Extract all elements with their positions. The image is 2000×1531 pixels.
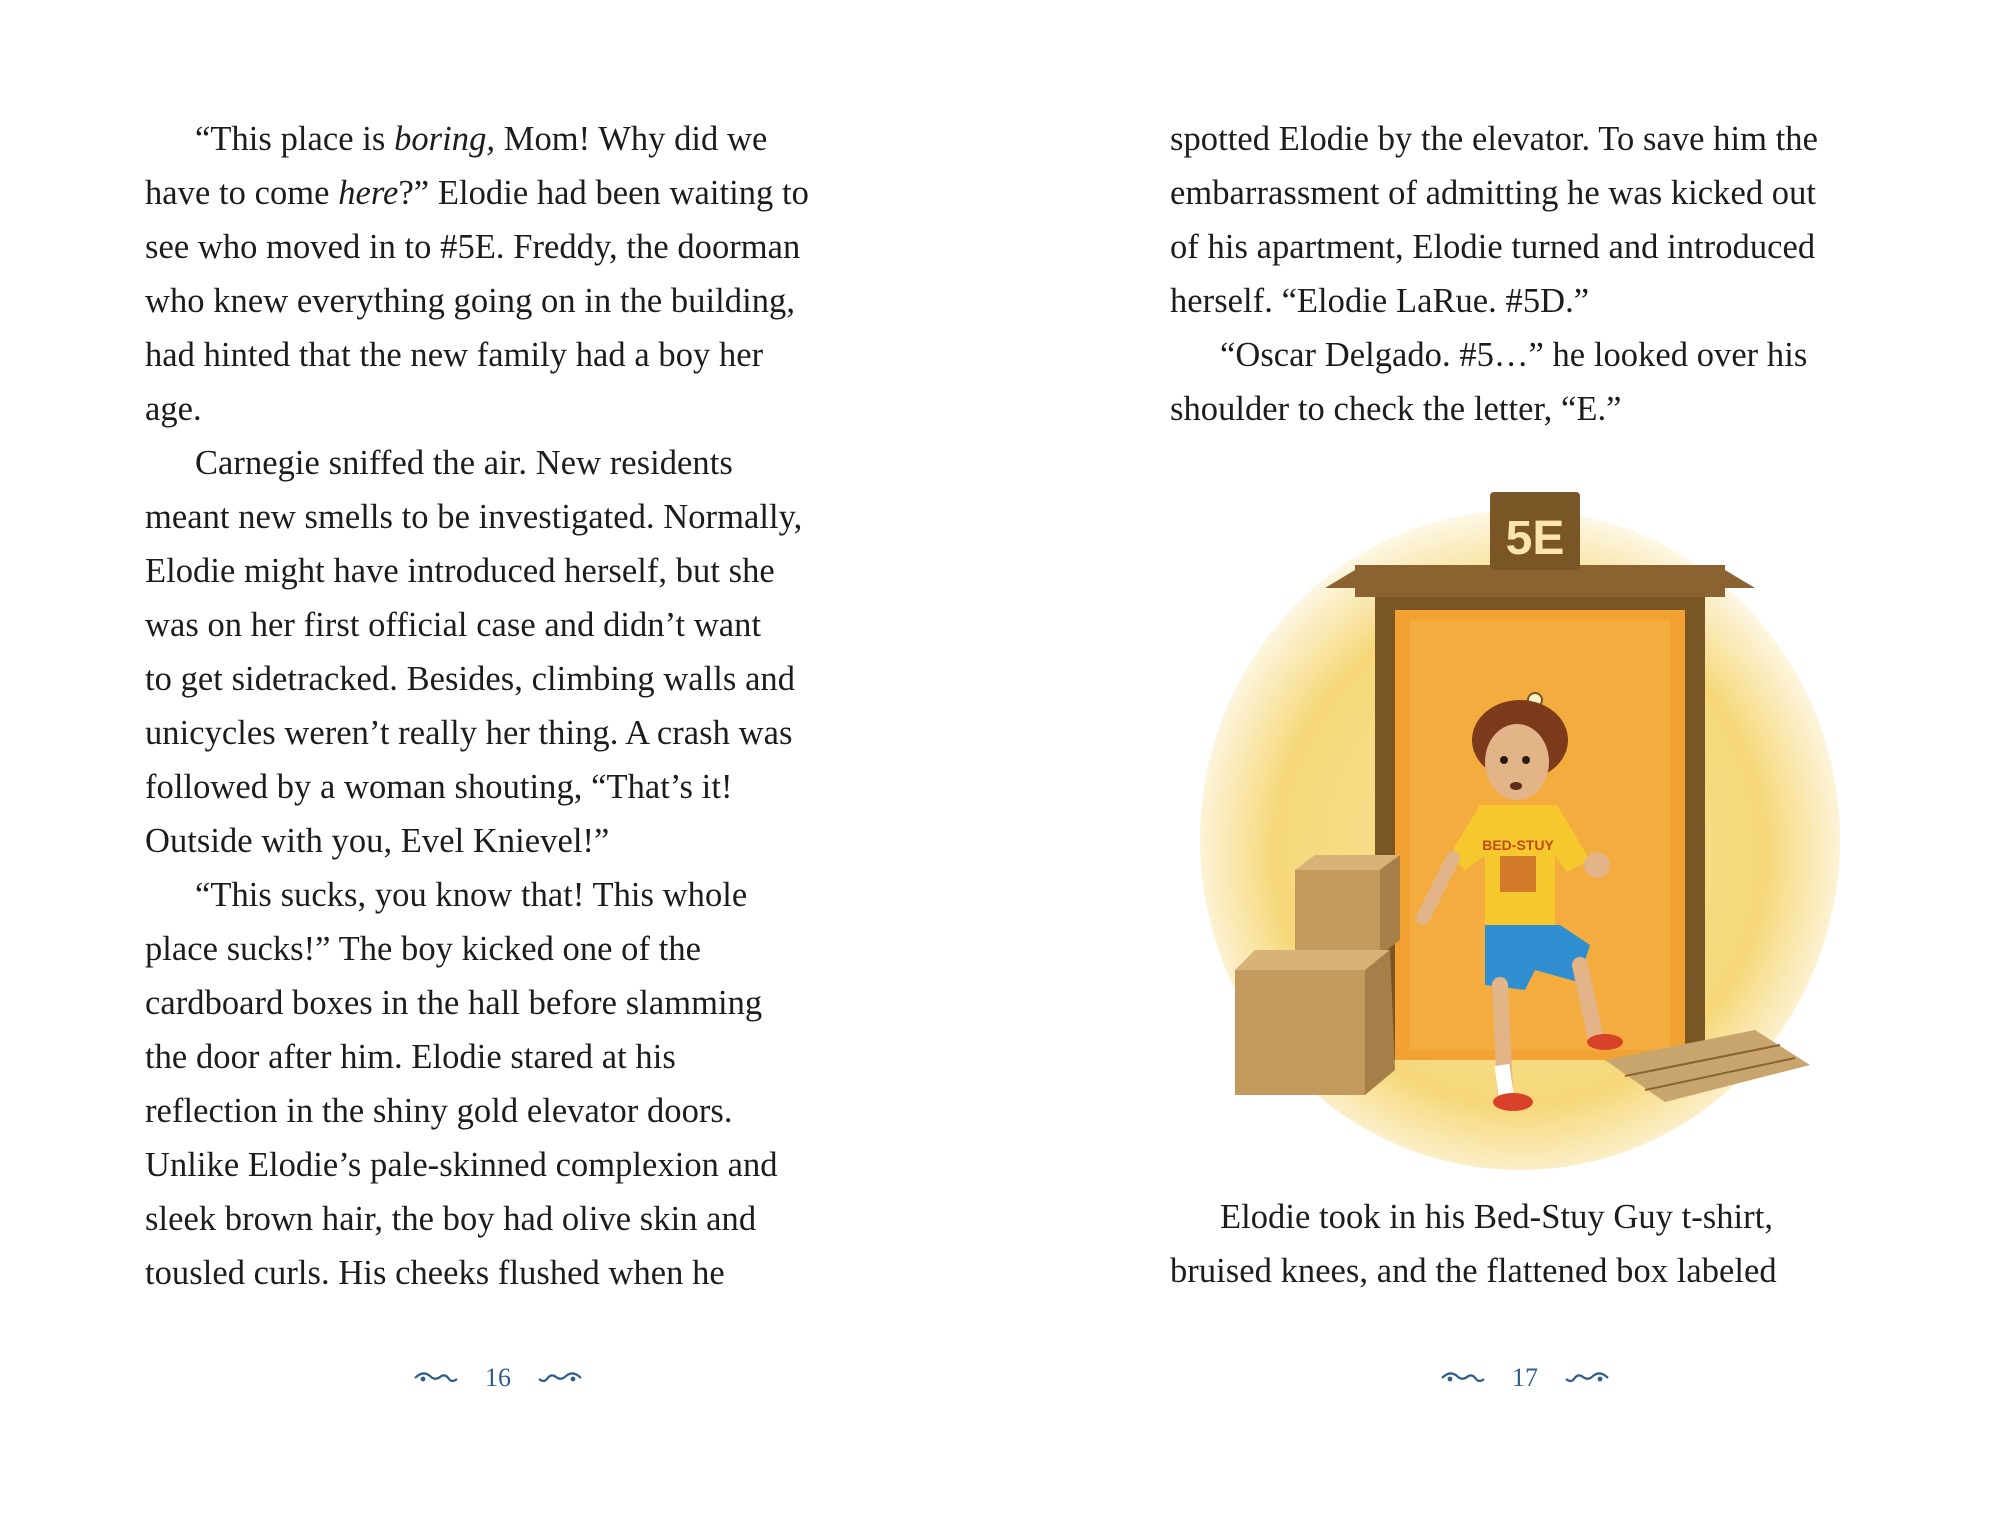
door-number-sign [1490, 492, 1580, 570]
page-number-17 [1440, 1358, 1610, 1398]
text-line: of his apartment, Elodie turned and introduced [1170, 228, 1816, 266]
left-page-text [145, 112, 865, 1300]
text-line: Unlike Elodie’s pale-skinned complexion and [145, 1146, 778, 1184]
text-line: followed by a woman shouting, “That’s it! [145, 768, 733, 806]
text-line: had hinted that the new family had a boy her [145, 336, 764, 374]
text-line: Carnegie sniffed the air. New residents [195, 444, 733, 482]
boy-fist [1584, 852, 1610, 878]
large-box [1235, 970, 1365, 1095]
text-line: “This sucks, you know that! This whole [195, 876, 748, 914]
door-sign-text: 5E [1505, 512, 1565, 565]
text-line: Elodie might have introduced herself, but she [145, 552, 775, 590]
text-line: Elodie took in his Bed-Stuy Guy t-shirt, [1220, 1198, 1774, 1236]
left-swirl-ornament-icon [413, 1368, 465, 1388]
right-page-text-top [1170, 112, 1890, 436]
text-line: meant new smells to be investigated. Normally, [145, 498, 803, 536]
text-line: reflection in the shiny gold elevator doors. [145, 1092, 733, 1130]
text-line: place sucks!” The boy kicked one of the [145, 930, 701, 968]
text-line: spotted Elodie by the elevator. To save him the [1170, 120, 1818, 158]
text-line: who knew everything going on in the building, [145, 282, 796, 320]
text-line: unicycles weren’t really her thing. A crash was [145, 714, 793, 752]
text-line: see who moved in to #5E. Freddy, the doorman [145, 228, 801, 266]
text-line: was on her first official case and didn’t want [145, 606, 762, 644]
boy-shoe-kick [1587, 1034, 1623, 1050]
text-line: sleek brown hair, the boy had olive skin and [145, 1200, 757, 1238]
shirt-text: BED-STUY [1482, 837, 1554, 853]
page-number-16 [413, 1358, 583, 1398]
boy-shoe-back [1493, 1093, 1533, 1111]
text-line: herself. “Elodie LaRue. #5D.” [1170, 282, 1590, 320]
text-line: Outside with you, Evel Knievel!” [145, 822, 610, 860]
text-line: the door after him. Elodie stared at his [145, 1038, 676, 1076]
illustration-boy-at-door [1195, 470, 1845, 1170]
text-line: “Oscar Delgado. #5…” he looked over his [1220, 336, 1808, 374]
text-line: to get sidetracked. Besides, climbing walls and [145, 660, 796, 698]
text-line: age. [145, 390, 202, 428]
text-line: “This place is boring, Mom! Why did we [195, 120, 768, 158]
right-swirl-ornament-icon [531, 1368, 583, 1388]
text-line: bruised knees, and the flattened box labeled [1170, 1252, 1777, 1290]
text-line: tousled curls. His cheeks flushed when he [145, 1254, 725, 1292]
small-box [1295, 870, 1380, 955]
text-line: have to come here?” Elodie had been waiting to [145, 174, 809, 212]
right-swirl-ornament-icon [1558, 1368, 1610, 1388]
left-swirl-ornament-icon [1440, 1368, 1492, 1388]
text-line: embarrassment of admitting he was kicked out [1170, 174, 1817, 212]
text-line: cardboard boxes in the hall before slamming [145, 984, 763, 1022]
right-page-text-bottom [1170, 1190, 1890, 1298]
page-number: 16 [485, 1363, 511, 1392]
text-line: shoulder to check the letter, “E.” [1170, 390, 1622, 428]
page-number: 17 [1512, 1363, 1538, 1392]
